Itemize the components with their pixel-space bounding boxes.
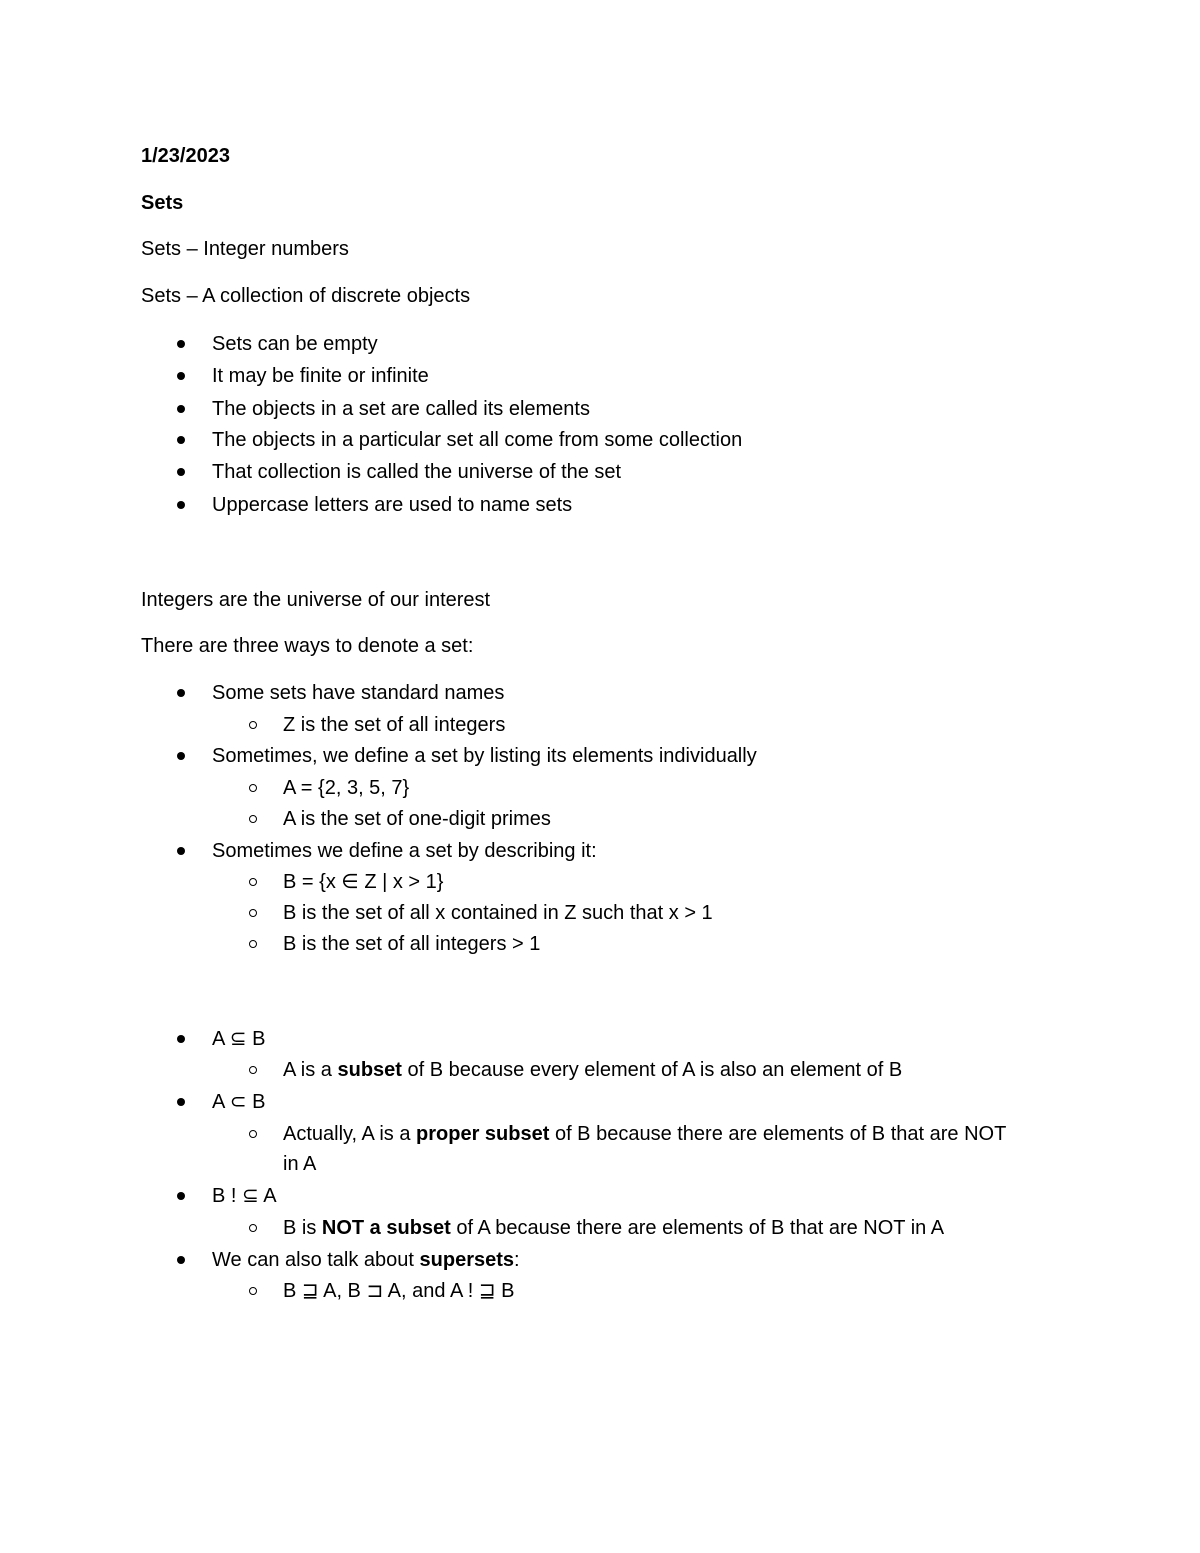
bold-term: NOT a subset: [321, 1217, 451, 1239]
circle-bullet-icon: [249, 878, 257, 886]
text-span: B is: [283, 1217, 322, 1239]
list-item: Sometimes, we define a set by listing its elements individually: [212, 745, 757, 767]
date: 1/23/2023: [141, 145, 230, 167]
bullet-icon: [177, 689, 185, 697]
sub-list-item: B is the set of all integers > 1: [283, 933, 541, 955]
sub-list-item: B is the set of all x contained in Z such that x > 1: [283, 902, 713, 924]
circle-bullet-icon: [249, 1066, 257, 1074]
text-span: of B because there are elements of B that are NOT: [549, 1123, 1007, 1145]
text-span: of A because there are elements of B that are NOT in A: [450, 1217, 945, 1239]
bullet-icon: [177, 372, 185, 380]
text-span: :: [514, 1249, 520, 1271]
list-item: It may be finite or infinite: [212, 365, 429, 387]
circle-bullet-icon: [249, 721, 257, 729]
bullet-icon: [177, 340, 185, 348]
list-item: The objects in a set are called its elements: [212, 398, 590, 420]
circle-bullet-icon: [249, 784, 257, 792]
circle-bullet-icon: [249, 1224, 257, 1232]
bold-term: supersets: [419, 1249, 515, 1271]
bullet-icon: [177, 1192, 185, 1200]
bullet-icon: [177, 1098, 185, 1106]
bullet-icon: [177, 501, 185, 509]
text-span: Actually, A is a: [283, 1123, 417, 1145]
sub-list-item: Z is the set of all integers: [283, 714, 506, 736]
list-item: Some sets have standard names: [212, 682, 505, 704]
list-item: Sets can be empty: [212, 333, 378, 355]
sub-list-item: A = {2, 3, 5, 7}: [283, 777, 410, 799]
bullet-icon: [177, 436, 185, 444]
sub-list-item: A is the set of one-digit primes: [283, 808, 551, 830]
bullet-icon: [177, 847, 185, 855]
not-subset-symbol: B ! ⊆ A: [212, 1185, 277, 1207]
circle-bullet-icon: [249, 1287, 257, 1295]
list-item: Uppercase letters are used to name sets: [212, 494, 573, 516]
text-span: A is a: [283, 1059, 338, 1081]
sub-list-item: B = {x ∈ Z | x > 1}: [283, 871, 444, 893]
not-subset-explanation: [283, 1216, 944, 1240]
list-item: That collection is called the universe of the set: [212, 461, 622, 483]
bullet-icon: [177, 405, 185, 413]
bold-term: proper subset: [416, 1123, 550, 1145]
circle-bullet-icon: [249, 940, 257, 948]
heading: Sets: [141, 192, 184, 214]
supersets-line: [212, 1248, 520, 1272]
subset-symbol: A ⊆ B: [212, 1028, 266, 1050]
proper-subset-continuation: in A: [283, 1153, 317, 1175]
circle-bullet-icon: [249, 909, 257, 917]
text-span: of B because every element of A is also an element of B: [401, 1059, 903, 1081]
circle-bullet-icon: [249, 1130, 257, 1138]
subset-explanation: [283, 1058, 902, 1082]
proper-subset-explanation: [283, 1122, 1006, 1146]
line-collection: Sets – A collection of discrete objects: [141, 285, 471, 307]
ways-line: There are three ways to denote a set:: [141, 635, 474, 657]
bullet-icon: [177, 1035, 185, 1043]
bullet-icon: [177, 752, 185, 760]
bullet-icon: [177, 468, 185, 476]
bullet-icon: [177, 1256, 185, 1264]
text-span: We can also talk about: [212, 1249, 420, 1271]
supersets-symbols: B ⊒ A, B ⊐ A, and A ! ⊒ B: [283, 1280, 515, 1302]
universe-line: Integers are the universe of our interest: [141, 589, 491, 611]
line-integer-numbers: Sets – Integer numbers: [141, 238, 349, 260]
proper-subset-symbol: A ⊂ B: [212, 1091, 266, 1113]
circle-bullet-icon: [249, 815, 257, 823]
list-item: Sometimes we define a set by describing it:: [212, 840, 597, 862]
bold-term: subset: [337, 1059, 402, 1081]
list-item: The objects in a particular set all come from some collection: [212, 429, 743, 451]
